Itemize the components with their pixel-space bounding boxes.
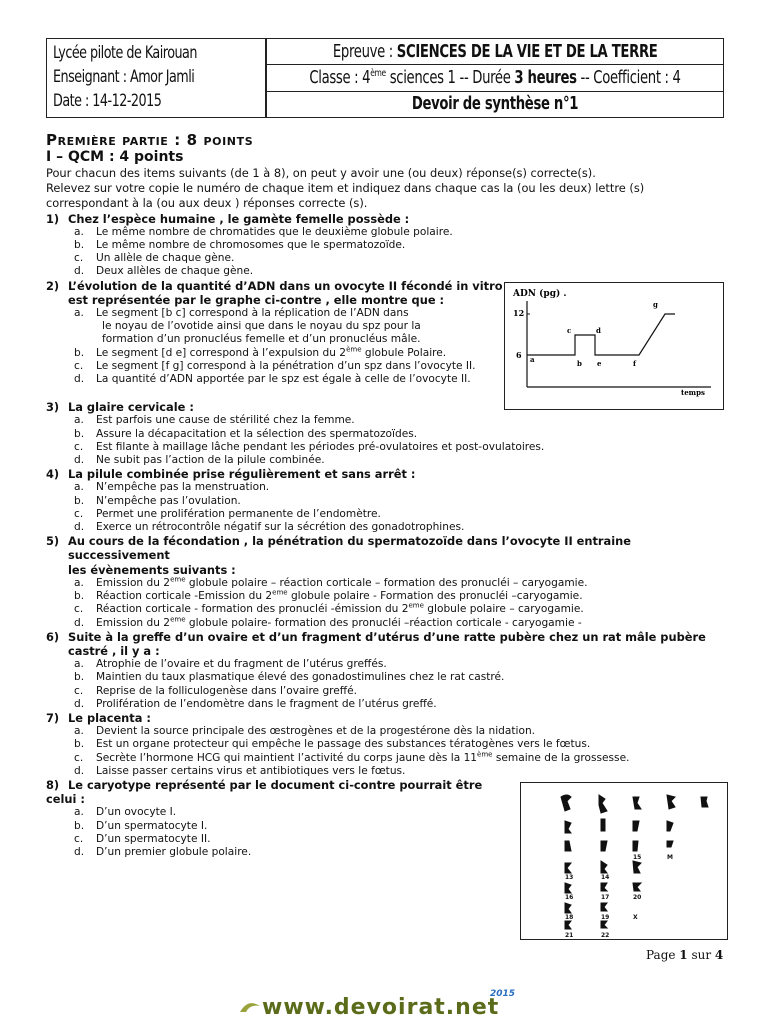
option — [46, 752, 726, 765]
option-text: Un allèle de chaque gène. — [96, 252, 235, 265]
question-stem: L’évolution de la quantité d’ADN dans un ovocyte II fécondé in vitro — [68, 278, 503, 293]
classe-suffix: sciences 1 -- Durée — [385, 67, 515, 88]
option-text: Est un organe protecteur qui empêche le passage des substances tératogènes vers le fœtus. — [96, 738, 591, 751]
option-letter: d. — [74, 373, 85, 386]
question-stem: est représentée par le graphe ci-contre , elle montre que : — [68, 292, 445, 307]
dna-graph — [504, 282, 724, 410]
option-letter: c. — [74, 252, 84, 265]
epreuve-value: SCIENCES DE LA VIE ET DE LA TERRE — [396, 41, 658, 62]
devoirat-logo — [234, 986, 534, 1022]
question-1 — [46, 212, 726, 226]
option-text: globule polaire – caryogamie. — [423, 603, 584, 616]
question-number: 5) — [46, 534, 60, 549]
karyotype-svg — [521, 783, 727, 939]
chromosome-shape — [601, 883, 607, 891]
option-letter: c. — [74, 603, 84, 616]
logo-leaf-icon — [240, 1003, 260, 1012]
option-letter: c. — [74, 684, 84, 697]
option — [46, 765, 726, 778]
option — [46, 738, 726, 751]
header-epreuve-row — [267, 39, 723, 65]
question-2 — [46, 279, 508, 293]
option-letter: a. — [74, 576, 84, 589]
option-text: Prolifération de l’endomètre dans le fragment de l’utérus greffé. — [96, 697, 437, 710]
exam-date: Date : 14-12-2015 — [53, 91, 162, 110]
epreuve-label: Epreuve : — [332, 41, 393, 62]
page-total: 4 — [714, 948, 724, 962]
graph-point-c: c — [567, 326, 572, 335]
exam-header — [46, 38, 724, 118]
option — [46, 508, 726, 521]
graph-xlabel: temps — [681, 388, 705, 397]
header-devoir-row — [267, 92, 723, 117]
chromosome-shape — [633, 821, 639, 831]
option — [46, 577, 726, 590]
question-stem: celui : — [46, 792, 85, 807]
logo-year: 2015 — [490, 989, 516, 999]
option — [46, 614, 726, 630]
option — [46, 239, 726, 252]
option — [46, 441, 726, 454]
option-letter: d. — [74, 616, 85, 629]
question-7 — [46, 711, 726, 725]
karyotype-label: M — [667, 854, 673, 861]
option-letter: b. — [74, 427, 85, 440]
chromosome-shape — [601, 841, 607, 851]
option — [46, 252, 726, 265]
option-text: Réaction corticale -Emission du 2 — [96, 590, 273, 603]
graph-ylabel: ADN (pg) . — [513, 289, 567, 299]
page-pre: Page — [646, 948, 680, 962]
chromosome-shape — [601, 921, 607, 928]
question-stem: La pilule combinée prise régulièrement et sans arrêt : — [68, 467, 416, 482]
option-letter: d. — [74, 764, 85, 777]
logo-svg — [234, 986, 534, 1022]
option-sup: ème — [346, 345, 362, 354]
option-text: N’empêche pas la menstruation. — [96, 481, 270, 494]
option-text: Assure la décapacitation et la sélection des spermatozoïdes. — [96, 427, 418, 440]
classe-prefix: Classe : 4 — [309, 67, 371, 88]
option-text: Atrophie de l’ovaire et du fragment de l’utérus greffés. — [96, 658, 387, 671]
option — [46, 725, 726, 738]
option — [46, 671, 726, 684]
option-letter: a. — [74, 307, 84, 320]
option-text: Secrète l’hormone HCG qui maintient l’activité du corps jaune dès la 11 — [96, 751, 478, 764]
chromosome-shape — [565, 921, 571, 929]
option-letter: c. — [74, 359, 84, 372]
chromosome-shape — [633, 841, 638, 851]
question-2-cont — [46, 293, 508, 307]
question-8 — [46, 778, 508, 792]
option-text: semaine de la grossesse. — [492, 751, 630, 764]
option-letter: d. — [74, 265, 85, 278]
chromosome-shape — [667, 841, 673, 847]
page-current: 1 — [679, 948, 688, 962]
option-text: Le segment [b c] correspond à la réplication de l’ADN dans — [96, 307, 409, 320]
option-letter: d. — [74, 697, 85, 710]
option-letter: b. — [74, 346, 85, 359]
chromosome-shape — [565, 903, 571, 913]
option-text: Deux allèles de chaque gène. — [96, 265, 254, 278]
chromosome-shape — [565, 863, 571, 873]
question-stem: Suite à la greffe d’un ovaire et d’un fragment d’utérus d’une ratte pubère chez un rat mâle pubère — [68, 629, 706, 644]
karyotype-label: 18 — [565, 914, 574, 921]
option-text: globule polaire – réaction corticale – formation des pronucléi – caryogamie. — [185, 576, 588, 589]
karyotype-label: 15 — [633, 854, 642, 861]
intro-line-1: Pour chacun des items suivants (de 1 à 8), on peut y avoir une (ou deux) réponse(s) correcte(s). — [46, 166, 596, 180]
karyotype-label: 22 — [601, 932, 610, 939]
karyotype-label: 21 — [565, 932, 574, 939]
option-text: Le même nombre de chromosomes que le spermatozoïde. — [96, 239, 406, 252]
option-sup: ème — [477, 750, 493, 758]
karyotype-label: 14 — [601, 874, 610, 881]
option-text: formation d’un pronucléus femelle et d’un pronucléus mâle. — [102, 333, 421, 346]
option-letter: c. — [74, 507, 84, 520]
question-number: 1) — [46, 211, 60, 226]
graph-point-f: f — [633, 359, 637, 368]
karyotype-label: 17 — [601, 894, 610, 901]
option — [46, 658, 726, 671]
chromosome-shape — [599, 795, 607, 813]
option — [46, 226, 726, 239]
chromosome-shape — [701, 797, 708, 807]
option-text: Emission du 2 — [96, 616, 171, 629]
graph-point-g: g — [653, 300, 658, 309]
question-number: 6) — [46, 629, 60, 644]
option-sup: eme — [408, 601, 424, 610]
option — [46, 521, 726, 534]
option-text: Devient la source principale des œstrogènes et de la progestérone dès la nidation. — [96, 725, 536, 738]
question-5 — [46, 534, 726, 562]
question-stem: La glaire cervicale : — [68, 400, 194, 415]
question-5-cont — [46, 563, 726, 577]
option-letter: d. — [74, 845, 85, 858]
intro-line-2: Relevez sur votre copie le numéro de chaque item et indiquez dans chaque cas la (ou les deux) lettre (s) — [46, 181, 645, 196]
option — [46, 454, 726, 467]
graph-ytick-6: 6 — [516, 350, 522, 360]
question-number: 3) — [46, 400, 60, 415]
option-letter: d. — [74, 521, 85, 534]
option-letter: b. — [74, 494, 85, 507]
option-sup: eme — [272, 588, 288, 597]
dna-curve — [527, 314, 675, 355]
question-stem: Le caryotype représenté par le document ci-contre pourrait être — [68, 777, 483, 792]
header-right — [267, 39, 723, 117]
classe-sup: ème — [370, 68, 386, 80]
chromosome-shape — [633, 797, 641, 809]
question-stem: Chez l’espèce humaine , le gamète femelle possède : — [68, 211, 410, 226]
option-sup: eme — [170, 575, 186, 584]
option-text: globule polaire - Formation des pronucléi –caryogamie. — [287, 590, 583, 603]
option-text: Maintien du taux plasmatique élevé des gonadostimulines chez le rat castré. — [96, 671, 505, 684]
header-classe-row — [267, 65, 723, 91]
option-letter: b. — [74, 819, 85, 832]
chromosome-shape — [565, 821, 571, 833]
option-letter: b. — [74, 738, 85, 751]
question-stem: Le placenta : — [68, 710, 151, 725]
option-text: globule Polaire. — [361, 346, 447, 359]
option-letter: a. — [74, 414, 84, 427]
coef-value: -- Coefficient : 4 — [576, 67, 681, 88]
option — [46, 590, 726, 603]
karyotype-label: 19 — [601, 914, 610, 921]
question-stem: les évènements suivants : — [68, 562, 236, 577]
option — [46, 265, 726, 278]
chromosome-shape — [565, 841, 571, 851]
chromosome-shape — [633, 861, 641, 873]
question-6-cont — [46, 644, 726, 658]
logo-text: www.devoirat.net — [262, 995, 500, 1020]
option-letter: c. — [74, 832, 84, 845]
chromosome-shape — [633, 883, 641, 891]
question-6 — [46, 630, 726, 644]
option-text: Réaction corticale - formation des pronucléi -émission du 2 — [96, 603, 409, 616]
karyotype-label: 20 — [633, 894, 642, 901]
option-text: D’un premier globule polaire. — [96, 845, 252, 858]
chromosome-shape — [667, 821, 673, 831]
option-letter: b. — [74, 239, 85, 252]
option-letter: a. — [74, 806, 84, 819]
option-text: N’empêche pas l’ovulation. — [96, 494, 241, 507]
option-letter: c. — [74, 751, 84, 764]
graph-point-d: d — [596, 326, 601, 335]
dna-graph-svg — [505, 283, 723, 409]
karyotype-image — [520, 782, 728, 940]
graph-point-a: a — [530, 355, 535, 364]
option-text: Le même nombre de chromatides que le deuxième globule polaire. — [96, 225, 453, 238]
option-letter: a. — [74, 225, 84, 238]
chromosome-shape — [561, 795, 571, 811]
chromosome-shape — [667, 795, 675, 809]
karyotype-label: X — [633, 914, 638, 921]
karyotype-label: 13 — [565, 874, 574, 881]
option-text: Est parfois une cause de stérilité chez la femme. — [96, 414, 355, 427]
option-text: Laisse passer certains virus et antibiotiques vers le fœtus. — [96, 764, 406, 777]
intro-line-3: correspondant à la (ou aux deux ) réponses correcte (s). — [46, 196, 368, 211]
option-text: Permet une prolifération permanente de l’endomètre. — [96, 507, 381, 520]
option-text: le noyau de l’ovotide ainsi que dans le noyau du spz pour la — [102, 320, 421, 333]
option-text: D’un spermatocyte I. — [96, 819, 208, 832]
question-number: 7) — [46, 710, 60, 725]
option — [46, 685, 726, 698]
option — [46, 698, 726, 711]
option-text: D’un ovocyte I. — [96, 806, 177, 819]
option-text: globule polaire- formation des pronucléi –réaction corticale - caryogamie - — [185, 616, 582, 629]
chromosome-shape — [565, 883, 571, 893]
option-letter: d. — [74, 454, 85, 467]
option-letter: a. — [74, 725, 84, 738]
graph-point-e: e — [597, 359, 602, 368]
graph-ytick-12: 12 — [513, 308, 525, 318]
option-letter: a. — [74, 658, 84, 671]
option-text: La quantité d’ADN apportée par le spz est égale à celle de l’ovocyte II. — [96, 373, 471, 386]
question-4 — [46, 467, 726, 481]
option-text: Est filante à maillage lâche pendant les périodes pré-ovulatoires et post-ovulatoires. — [96, 440, 545, 453]
option-text: Reprise de la folliculogenèse dans l’ovaire greffé. — [96, 684, 357, 697]
option-text: Emission du 2 — [96, 576, 171, 589]
option — [46, 495, 726, 508]
teacher-name: Enseignant : Amor Jamli — [53, 67, 195, 86]
page-mid: sur — [687, 948, 715, 962]
header-left — [47, 39, 267, 117]
exam-content — [46, 131, 726, 859]
duree-value: 3 heures — [514, 67, 577, 88]
option-letter: b. — [74, 590, 85, 603]
option-text: Exerce un rétrocontrôle négatif sur la sécrétion des gonadotrophines. — [96, 521, 465, 534]
chromosome-shape — [601, 903, 607, 911]
question-number: 2) — [46, 278, 60, 293]
karyotype-label: 16 — [565, 894, 574, 901]
qcm-title: I – QCM : 4 points — [46, 149, 184, 165]
chromosome-shape — [601, 819, 605, 831]
option-letter: c. — [74, 440, 84, 453]
option-text: D’un spermatocyte II. — [96, 832, 211, 845]
question-number: 8) — [46, 777, 60, 792]
devoir-title: Devoir de synthèse n°1 — [411, 94, 579, 115]
option — [46, 603, 726, 616]
question-number: 4) — [46, 467, 60, 482]
option-sup: eme — [170, 614, 186, 623]
option — [46, 428, 726, 441]
part-title: Première partie : 8 points — [46, 131, 254, 149]
page-number — [646, 948, 723, 962]
option-text: Le segment [f g] correspond à la pénétration d’un spz dans l’ovocyte II. — [96, 359, 476, 372]
graph-point-b: b — [577, 359, 582, 368]
chromosome-shape — [601, 861, 607, 873]
option-text: Le segment [d e] correspond à l’expulsion du 2 — [96, 346, 347, 359]
option-letter: a. — [74, 481, 84, 494]
option — [46, 481, 726, 494]
question-stem: castré , il y a : — [68, 643, 160, 658]
option-text: Ne subit pas l’action de la pilule combinée. — [96, 454, 325, 467]
option — [46, 414, 726, 427]
question-stem: Au cours de la fécondation , la pénétration du spermatozoïde dans l’ovocyte II entraine successivement — [68, 534, 631, 563]
school-name: Lycée pilote de Kairouan — [53, 43, 197, 62]
option-letter: b. — [74, 671, 85, 684]
